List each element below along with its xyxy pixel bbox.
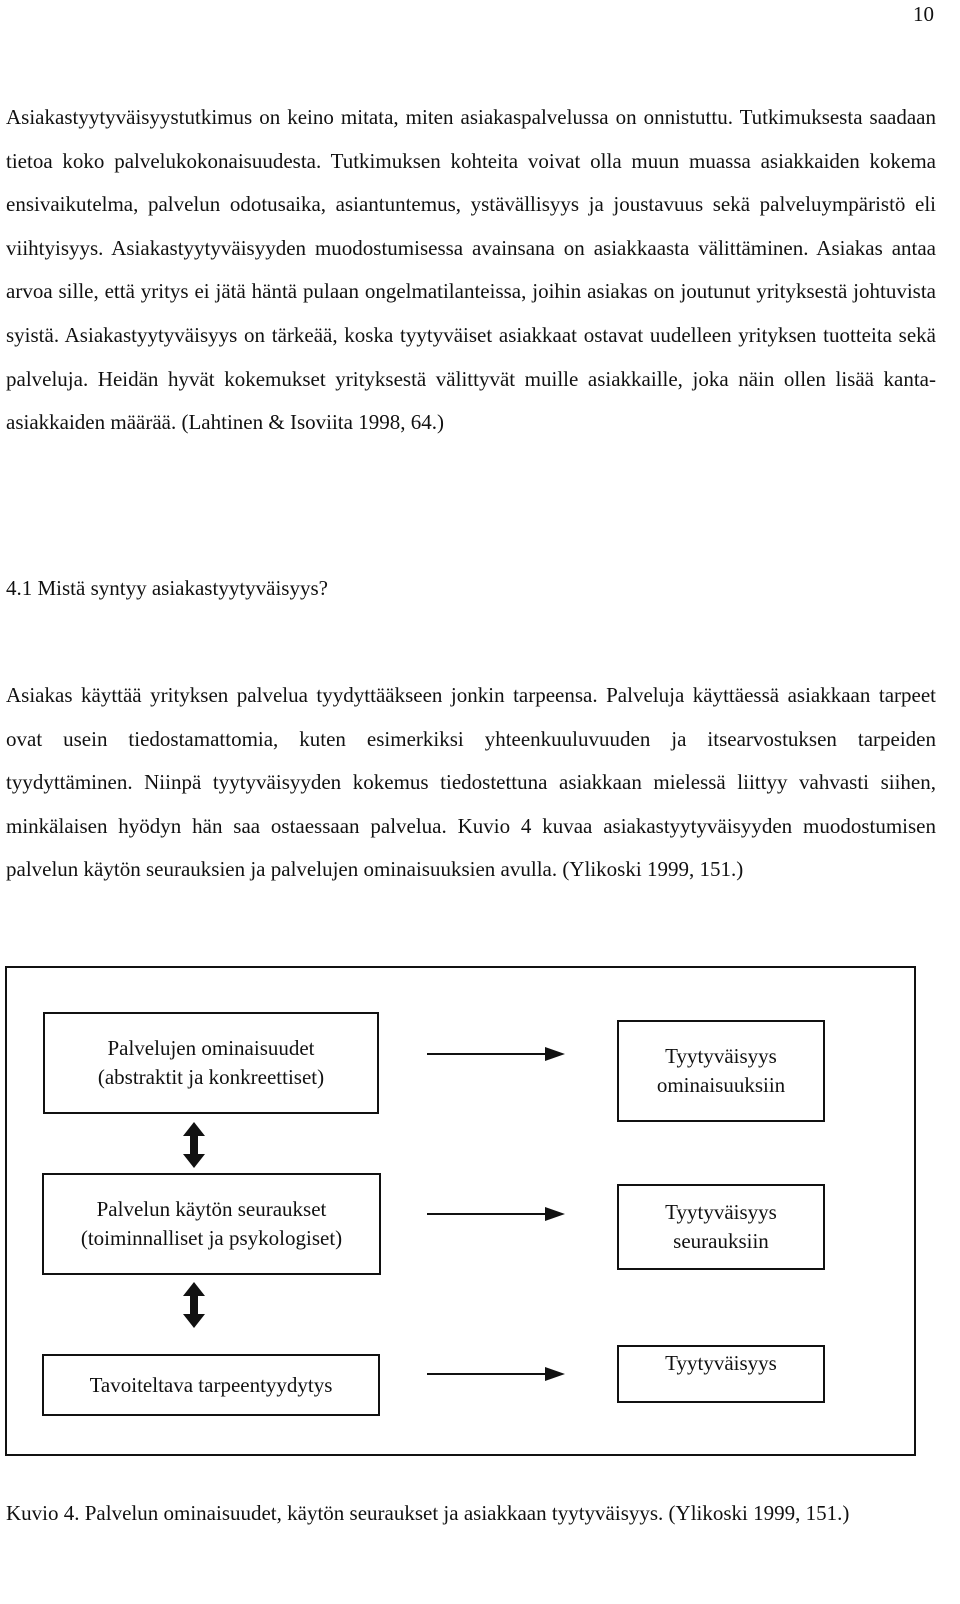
box-satisfaction-consequences [617,1184,825,1270]
arrow-right-icon [427,1204,567,1224]
box-line: Tyytyväisyys [665,1044,777,1068]
section-heading: 4.1 Mistä syntyy asiakastyytyväisyys? [6,576,328,600]
box-line: Palvelujen ominaisuudet [107,1036,315,1060]
arrow-right-icon [427,1364,567,1384]
body-paragraph-1: Asiakastyytyväisyystutkimus on keino mitata, miten asiakaspalvelussa on onnistuttu. Tutkimuksesta saadaan tietoa koko palvelukokonaisuudesta. Tutkimuksen kohteita voivat olla muun muassa asiakkaiden kokema ensivaikutelma, palvelun odotusaika, asiantuntemus, ystävällisyys ja joustavuus sekä palveluympäristö eli viihtyisyys. Asiakastyytyväisyyden muodostumisessa avainsana on asiakkaasta välittäminen. Asiakas antaa arvoa sille, että yritys ei jätä häntä pulaan ongelmatilanteissa, joihin asiakas on joutunut yrityksestä johtuvista syistä. Asiakastyytyväisyys on tärkeää, koska tyytyväiset asiakkaat ostavat uudelleen yrityksen tuotteita sekä palveluja. Heidän hyvät kokemukset yrityksestä välittyvät muille asiakkaille, joka näin ollen lisää kanta-asiakkaiden määrää. (Lahtinen & Isoviita 1998, 64.) [6,105,936,435]
box-line: Tyytyväisyys [665,1351,777,1375]
box-line: (abstraktit ja konkreettiset) [97,1065,325,1089]
box-line: ominaisuuksiin [656,1073,786,1097]
box-satisfaction-features [617,1020,825,1122]
box-line: Tavoiteltava tarpeentyydytys [89,1372,333,1397]
box-service-features [43,1012,379,1114]
box-line: seurauksiin [673,1229,769,1253]
arrow-right-icon [427,1044,567,1064]
figure-frame [5,966,916,1456]
box-line: Tyytyväisyys [665,1200,777,1224]
body-paragraph-2: Asiakas käyttää yrityksen palvelua tyydyttääkseen jonkin tarpeensa. Palveluja käyttäessä asiakkaan tarpeet ovat usein tiedostamattomia, kuten esimerkiksi yhteenkuuluvuuden ja itsearvostuksen tarpeiden tyydyttäminen. Niinpä tyytyväisyyden kokemus tiedostettuna asiakkaan mielessä liittyy vahvasti siihen, minkälaisen hyödyn hän saa ostaessaan palvelua. Kuvio 4 kuvaa asiakastyytyväisyyden muodostumisen palvelun käytön seurauksien ja palvelujen ominaisuuksien avulla. (Ylikoski 1999, 151.) [6,683,936,882]
page-number: 10 [913,2,934,26]
double-arrow-vertical-icon [183,1282,205,1328]
box-line: Palvelun käytön seuraukset [96,1197,327,1221]
figure-caption: Kuvio 4. Palvelun ominaisuudet, käytön seuraukset ja asiakkaan tyytyväisyys. (Ylikoski 1999, 151.) [6,1501,850,1525]
double-arrow-vertical-icon [183,1122,205,1168]
box-usage-consequences [42,1173,381,1275]
box-satisfaction [617,1345,825,1403]
box-need-fulfilment [42,1354,380,1416]
box-line: (toiminnalliset ja psykologiset) [80,1226,343,1250]
